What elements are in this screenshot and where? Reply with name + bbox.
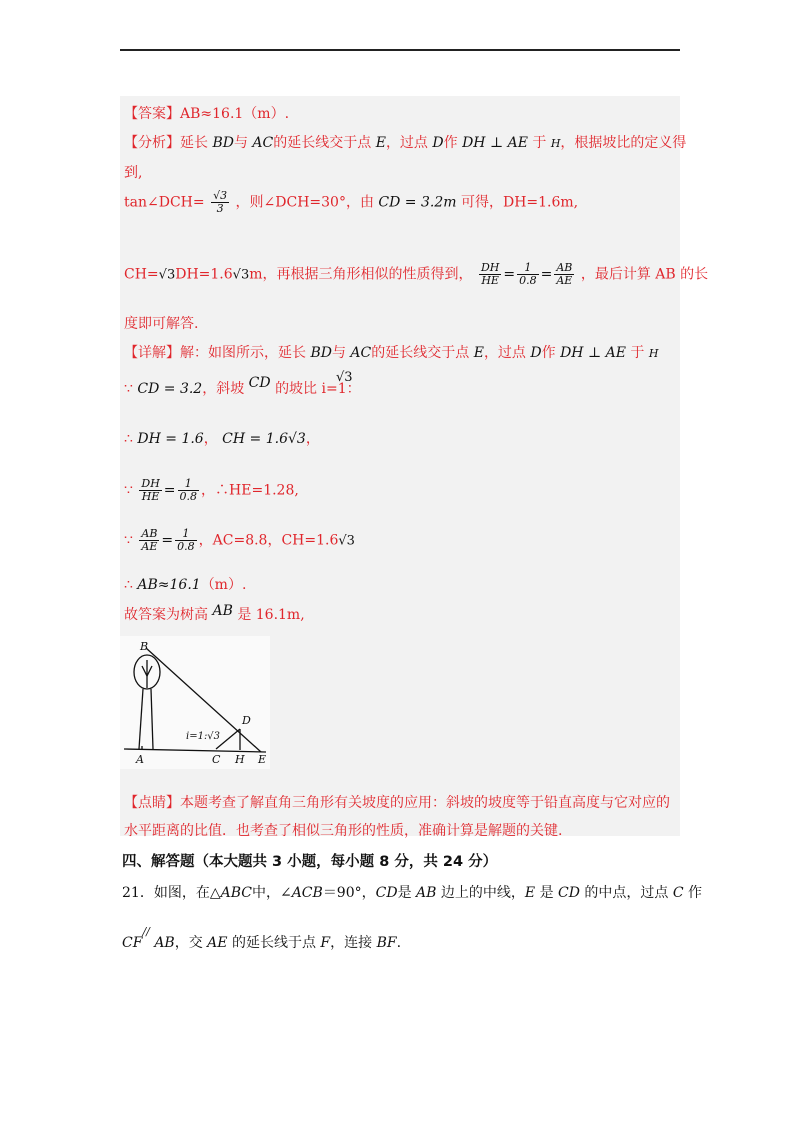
analysis-line-5: 度即可解答. — [124, 316, 199, 332]
label-c: C — [212, 753, 221, 766]
analysis-line-4: CH=√3DH=1.6√3m，再根据三角形相似的性质得到， $\frac{DH}{HE}$ = $\frac{1}{0.8}$ = $\frac{AB}{AE}$ ，最后计算 AB 的长 — [124, 261, 709, 288]
fraction-1-0.8-3: $\frac{1}{0.8}$ — [177, 527, 195, 554]
tree-slope-diagram — [120, 636, 270, 769]
label-b: B — [140, 640, 149, 653]
detail-line-6: ∴ AB≈16.1（m）. — [124, 577, 247, 593]
comment-line-2: 水平距离的比值．也考查了相似三角形的性质，准确计算是解题的关键. — [124, 823, 563, 839]
fraction-dh-he: $\frac{DH}{HE}$ — [480, 261, 500, 288]
answer-line: 【答案】AB≈16.1（m）. — [124, 106, 290, 122]
detail-line-5: ∵ $\frac{AB}{AE}$ = $\frac{1}{0.8}$ ，AC=8.8，CH=1.6√3 — [124, 527, 355, 554]
label-a: A — [136, 753, 144, 766]
fraction-sqrt3-over-3: $\frac{√3}{3}$ — [213, 189, 228, 216]
ground-line — [124, 749, 266, 752]
detail-line-2: ∵ CD = 3.2，斜坡 CD 的坡比 i=1： — [124, 375, 361, 397]
detail-line-1: 【详解】解：如图所示，延长 BD与 AC的延长线交于点 E，过点 D作 DH ⊥ AE 于 H — [124, 345, 659, 361]
detail-line-3: ∴ DH = 1.6， CH = 1.6√3， — [124, 431, 320, 447]
fraction-ab-ae-2: $\frac{AB}{AE}$ — [141, 527, 158, 554]
fraction-ab-ae: $\frac{AB}{AE}$ — [556, 261, 573, 288]
sqrt3-ratio: √3 — [336, 370, 353, 385]
fraction-dh-he-2: $\frac{DH}{HE}$ — [141, 477, 160, 504]
slope-ratio-label: i=1:√3 — [186, 731, 221, 742]
question-21-line-2: CF// AB，交 AE 的延长线于点 F，连接 BF. — [122, 925, 402, 951]
fraction-1-0.8: $\frac{1}{0.8}$ — [519, 261, 537, 288]
analysis-line-2: 到, — [124, 165, 143, 181]
fraction-1-0.8-2: $\frac{1}{0.8}$ — [179, 477, 198, 504]
detail-line-4: ∵ $\frac{DH}{HE}$ = $\frac{1}{0.8}$ ，∴HE=1.28, — [124, 477, 299, 504]
tree-slope-figure — [120, 636, 270, 769]
header-rule — [120, 49, 680, 51]
tree-trunk-left — [139, 689, 143, 749]
tree-trunk-right — [151, 689, 153, 749]
comment-line-1: 【点睛】本题考查了解直角三角形有关坡度的应用：斜坡的坡度等于铅直高度与它对应的 — [124, 795, 670, 811]
label-e: E — [258, 753, 267, 766]
analysis-line-3: tan∠DCH= $\frac{√3}{3}$ ，则∠DCH=30°，由 CD = 3.2m 可得，DH=1.6m, — [124, 189, 579, 216]
label-h: H — [235, 753, 245, 766]
question-21-line-1: 21．如图，在△ABC中，∠ACB＝90°，CD是 AB 边上的中线，E 是 CD 的中点，过点 C 作 — [122, 885, 703, 901]
detail-line-7: 故答案为树高 AB 是 16.1m, — [124, 603, 305, 623]
analysis-line-1: 【分析】延长 BD与 AC的延长线交于点 E，过点 D作 DH ⊥ AE 于 H，根据坡比的定义得 — [124, 135, 687, 151]
section-title: 四、解答题（本大题共 3 小题，每小题 8 分，共 24 分） — [122, 854, 498, 870]
label-d: D — [242, 714, 251, 727]
